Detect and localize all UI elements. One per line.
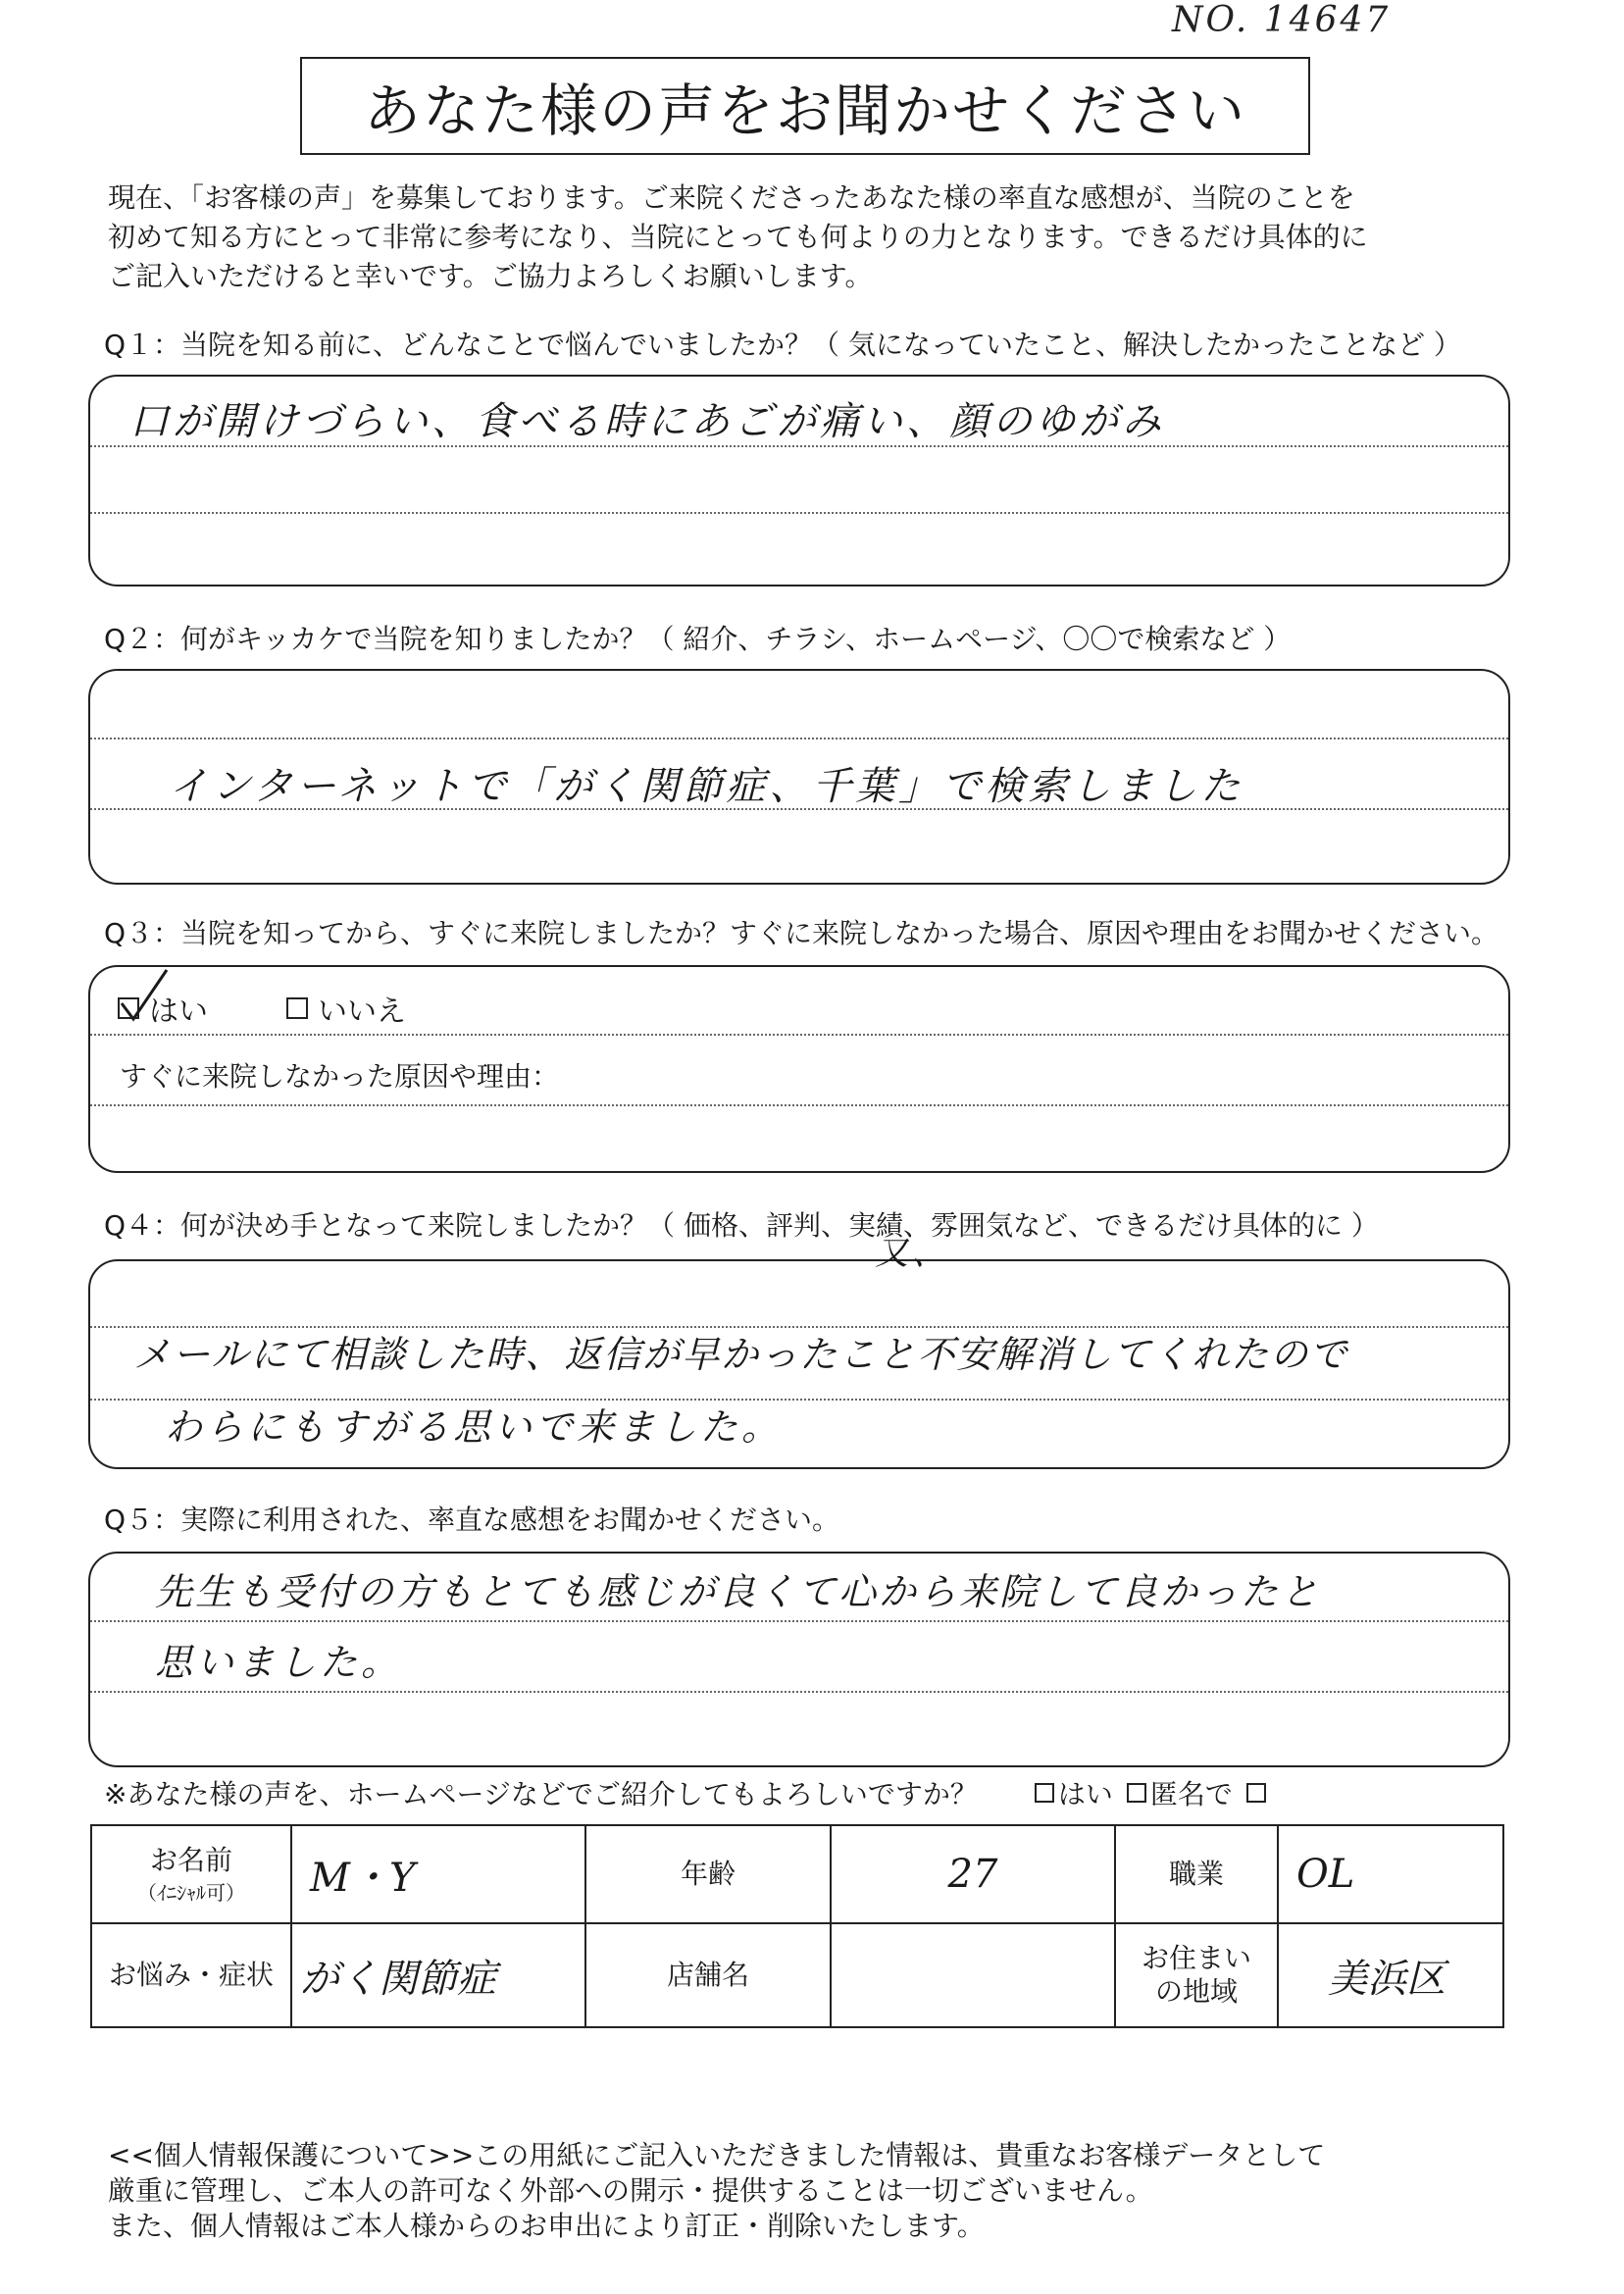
intro-line: ご記入いただけると幸いです。ご協力よろしくお願いします。 [108, 260, 873, 292]
q3-reason-label: すぐに来院しなかった原因や理由： [120, 1060, 560, 1093]
q3-no-label: いいえ [318, 994, 406, 1029]
q4-answer-line1: メールにて相談した時、返信が早かったこと不安解消してくれたので [133, 1333, 1349, 1376]
consent-anonymous-option[interactable] [1127, 1773, 1233, 1812]
check-mark-icon [116, 964, 175, 1023]
consent-row [104, 1773, 1266, 1812]
privacy-line: また、個人情報はご本人様からのお申出により訂正・削除いたします。 [108, 2210, 985, 2242]
q1-label: Q１：当院を知る前に、どんなことで悩んでいましたか？（ 気になっていたこと、解決したかったことなど ） [104, 329, 1461, 361]
consent-anonymous-label: 匿名で [1149, 1778, 1233, 1810]
answer-line [90, 1034, 1508, 1036]
privacy-line: 厳重に管理し、ご本人の許可なく外部への開示・提供することは一切ございません。 [108, 2174, 1153, 2207]
q5-label: Q５：実際に利用された、率直な感想をお聞かせください。 [104, 1504, 840, 1536]
area-label-line1: お住まい [1141, 1942, 1251, 1974]
q3-no-checkbox[interactable] [286, 997, 308, 1019]
q4-label: Q４：何が決め手となって来院しましたか？（ 価格、評判、実績、雰囲気など、できるだけ具体的に ） [104, 1209, 1379, 1242]
answer-line [90, 1104, 1508, 1106]
customer-info-table [90, 1824, 1504, 2028]
q3-answer-box [88, 965, 1510, 1173]
q2-label: Q２：何がキッカケで当院を知りましたか？（ 紹介、チラシ、ホームページ、〇〇で検索など ） [104, 623, 1292, 655]
age-value: 27 [947, 1852, 998, 1897]
answer-line [90, 738, 1508, 739]
symptom-value: がく関節症 [300, 1956, 496, 2002]
q3-yes-label: はい [149, 994, 208, 1029]
q3-options [118, 987, 406, 1030]
answer-line [90, 1691, 1508, 1693]
consent-other-checkbox[interactable] [1246, 1783, 1266, 1803]
intro-line: 初めて知る方にとって非常に参考になり、当院にとっても何よりの力となります。できるだけ具体的に [108, 221, 1368, 253]
area-value-cell[interactable] [1278, 1923, 1503, 2027]
q4-answer-box[interactable] [88, 1234, 1510, 1469]
q2-answer-box[interactable] [88, 669, 1510, 885]
name-label-cell [91, 1825, 291, 1923]
symptom-label: お悩み・症状 [91, 1923, 291, 2027]
age-value-cell[interactable] [831, 1825, 1115, 1923]
name-value: M・Y [310, 1855, 416, 1901]
q4-answer-line2: わらにもすがる思いで来ました。 [165, 1405, 784, 1449]
q1-answer-box[interactable] [88, 375, 1510, 586]
job-value-cell[interactable] [1278, 1825, 1503, 1923]
job-value: OL [1296, 1852, 1355, 1897]
area-value: 美浜区 [1328, 1956, 1446, 2002]
q5-answer-line2: 思いました。 [155, 1641, 403, 1684]
store-value-cell[interactable] [831, 1923, 1115, 2027]
symptom-value-cell[interactable] [291, 1923, 585, 2027]
intro-text [108, 178, 1520, 296]
name-value-cell[interactable] [291, 1825, 585, 1923]
age-label: 年齢 [585, 1825, 831, 1923]
consent-yes-checkbox[interactable] [1035, 1783, 1054, 1803]
area-label-cell [1115, 1923, 1278, 2027]
job-label: 職業 [1115, 1825, 1278, 1923]
consent-other-option[interactable] [1246, 1783, 1266, 1803]
consent-yes-option[interactable] [1035, 1773, 1113, 1812]
q4-insert-note: 又、 [875, 1234, 949, 1273]
q3-yes-checkbox[interactable] [118, 997, 139, 1019]
answer-line [90, 512, 1508, 514]
intro-line: 現在、「お客様の声」を募集しております。ご来院くださったあなた様の率直な感想が、当院のことを [108, 181, 1355, 214]
q5-answer-box[interactable] [88, 1552, 1510, 1767]
store-label: 店舗名 [585, 1923, 831, 2027]
q3-label: Q３：当院を知ってから、すぐに来院しましたか？すぐに来院しなかった場合、原因や理由をお聞かせください。 [104, 917, 1499, 949]
answer-line [90, 1620, 1508, 1622]
q1-answer: 口が開けづらい、食べる時にあごが痛い、顔のゆがみ [129, 399, 1165, 444]
q5-answer-line1: 先生も受付の方もとても感じが良くて心から来院して良かったと [155, 1570, 1322, 1613]
consent-anonymous-checkbox[interactable] [1127, 1783, 1146, 1803]
privacy-line: <<個人情報保護について>>この用紙にご記入いただきました情報は、貴重なお客様データとして [108, 2139, 1326, 2171]
consent-question: ※あなた様の声を、ホームページなどでご紹介してもよろしいですか？ [104, 1778, 978, 1810]
privacy-notice [108, 2138, 1520, 2244]
name-sub-label: （ｲﾆｼｬﾙ可） [137, 1880, 245, 1905]
serial-number: NO. 14647 [1172, 0, 1392, 40]
form-title: あなた様の声をお聞かせください [300, 57, 1310, 155]
area-label-line2: の地域 [1154, 1975, 1238, 2008]
name-label: お名前 [149, 1843, 232, 1876]
q2-answer: インターネットで「がく関節症、千葉」で検索しました [169, 764, 1244, 809]
consent-yes-label: はい [1057, 1778, 1113, 1810]
